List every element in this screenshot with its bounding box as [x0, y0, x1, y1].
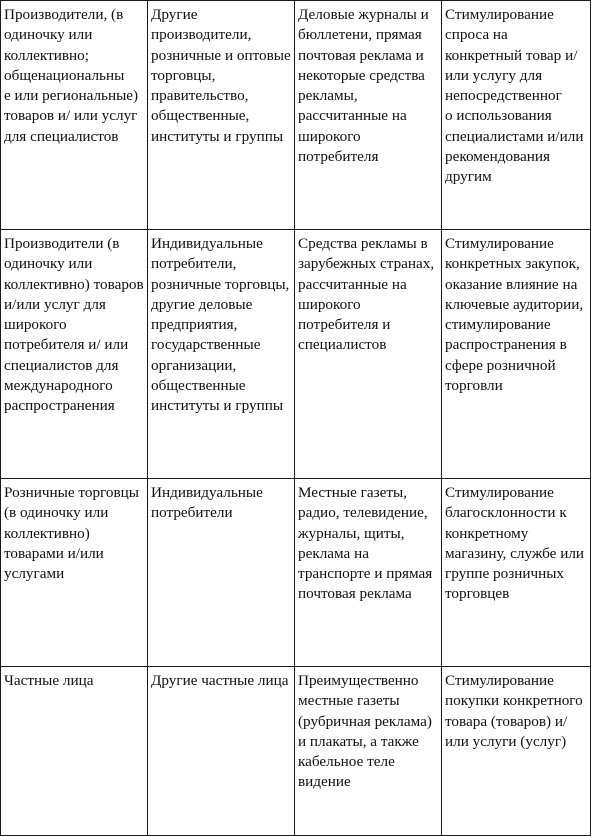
- table-cell-audience: Другие частные лица: [148, 667, 295, 836]
- table-cell-goal: Стимулирование благосклонности к конкретному магазину, службе или группе розничных торговцев: [442, 479, 591, 667]
- table-cell-advertiser: Производители (в одиночку или коллективно) товаров и/или услуг для широкого потребителя и/ или специалистов для международного распространения: [1, 230, 148, 479]
- table-cell-audience: Другие производители, розничные и оптовые торговцы, правительство, общественные, институты и группы: [148, 1, 295, 230]
- table-cell-goal: Стимулирование конкретных закупок, оказание влияние на ключевые аудитории, стимулирование распространения в сфере розничной торговли: [442, 230, 591, 479]
- table-cell-audience: Индивидуальные потребители, розничные торговцы, другие деловые предприятия, государственные организации, общественные институты и группы: [148, 230, 295, 479]
- table-cell-media: Местные газеты, радио, телевидение, журналы, щиты, реклама на транспорте и прямая почтовая реклама: [295, 479, 442, 667]
- table-cell-goal: Стимулирование покупки конкретного товара (товаров) и/или услуги (услуг): [442, 667, 591, 836]
- table-cell-advertiser: Розничные торговцы (в одиночку или коллективно) товарами и/или услугами: [1, 479, 148, 667]
- table-cell-audience: Индивидуальные потребители: [148, 479, 295, 667]
- table-cell-advertiser: Частные лица: [1, 667, 148, 836]
- table-cell-media: Деловые журналы и бюллетени, прямая почтовая реклама и некоторые средства рекламы, рассчитанные на широкого потребителя: [295, 1, 442, 230]
- table-row: [1, 479, 591, 667]
- table-cell-advertiser: Производители, (в одиночку или коллективно; общенациональны е или региональные) товаров и/ или услуг для специалистов: [1, 1, 148, 230]
- table-cell-goal: Стимулирование спроса на конкретный товар и/или услугу для непосредственног о использования специалистами и/или рекомендования другим: [442, 1, 591, 230]
- table-cell-media: Средства рекламы в зарубежных странах, рассчитанные на широкого потребителя и специалистов: [295, 230, 442, 479]
- table-cell-media: Преимущественно местные газеты (рубричная реклама) и плакаты, а также кабельное теле видение: [295, 667, 442, 836]
- table-row: [1, 1, 591, 230]
- table-row: [1, 230, 591, 479]
- table-row: [1, 667, 591, 836]
